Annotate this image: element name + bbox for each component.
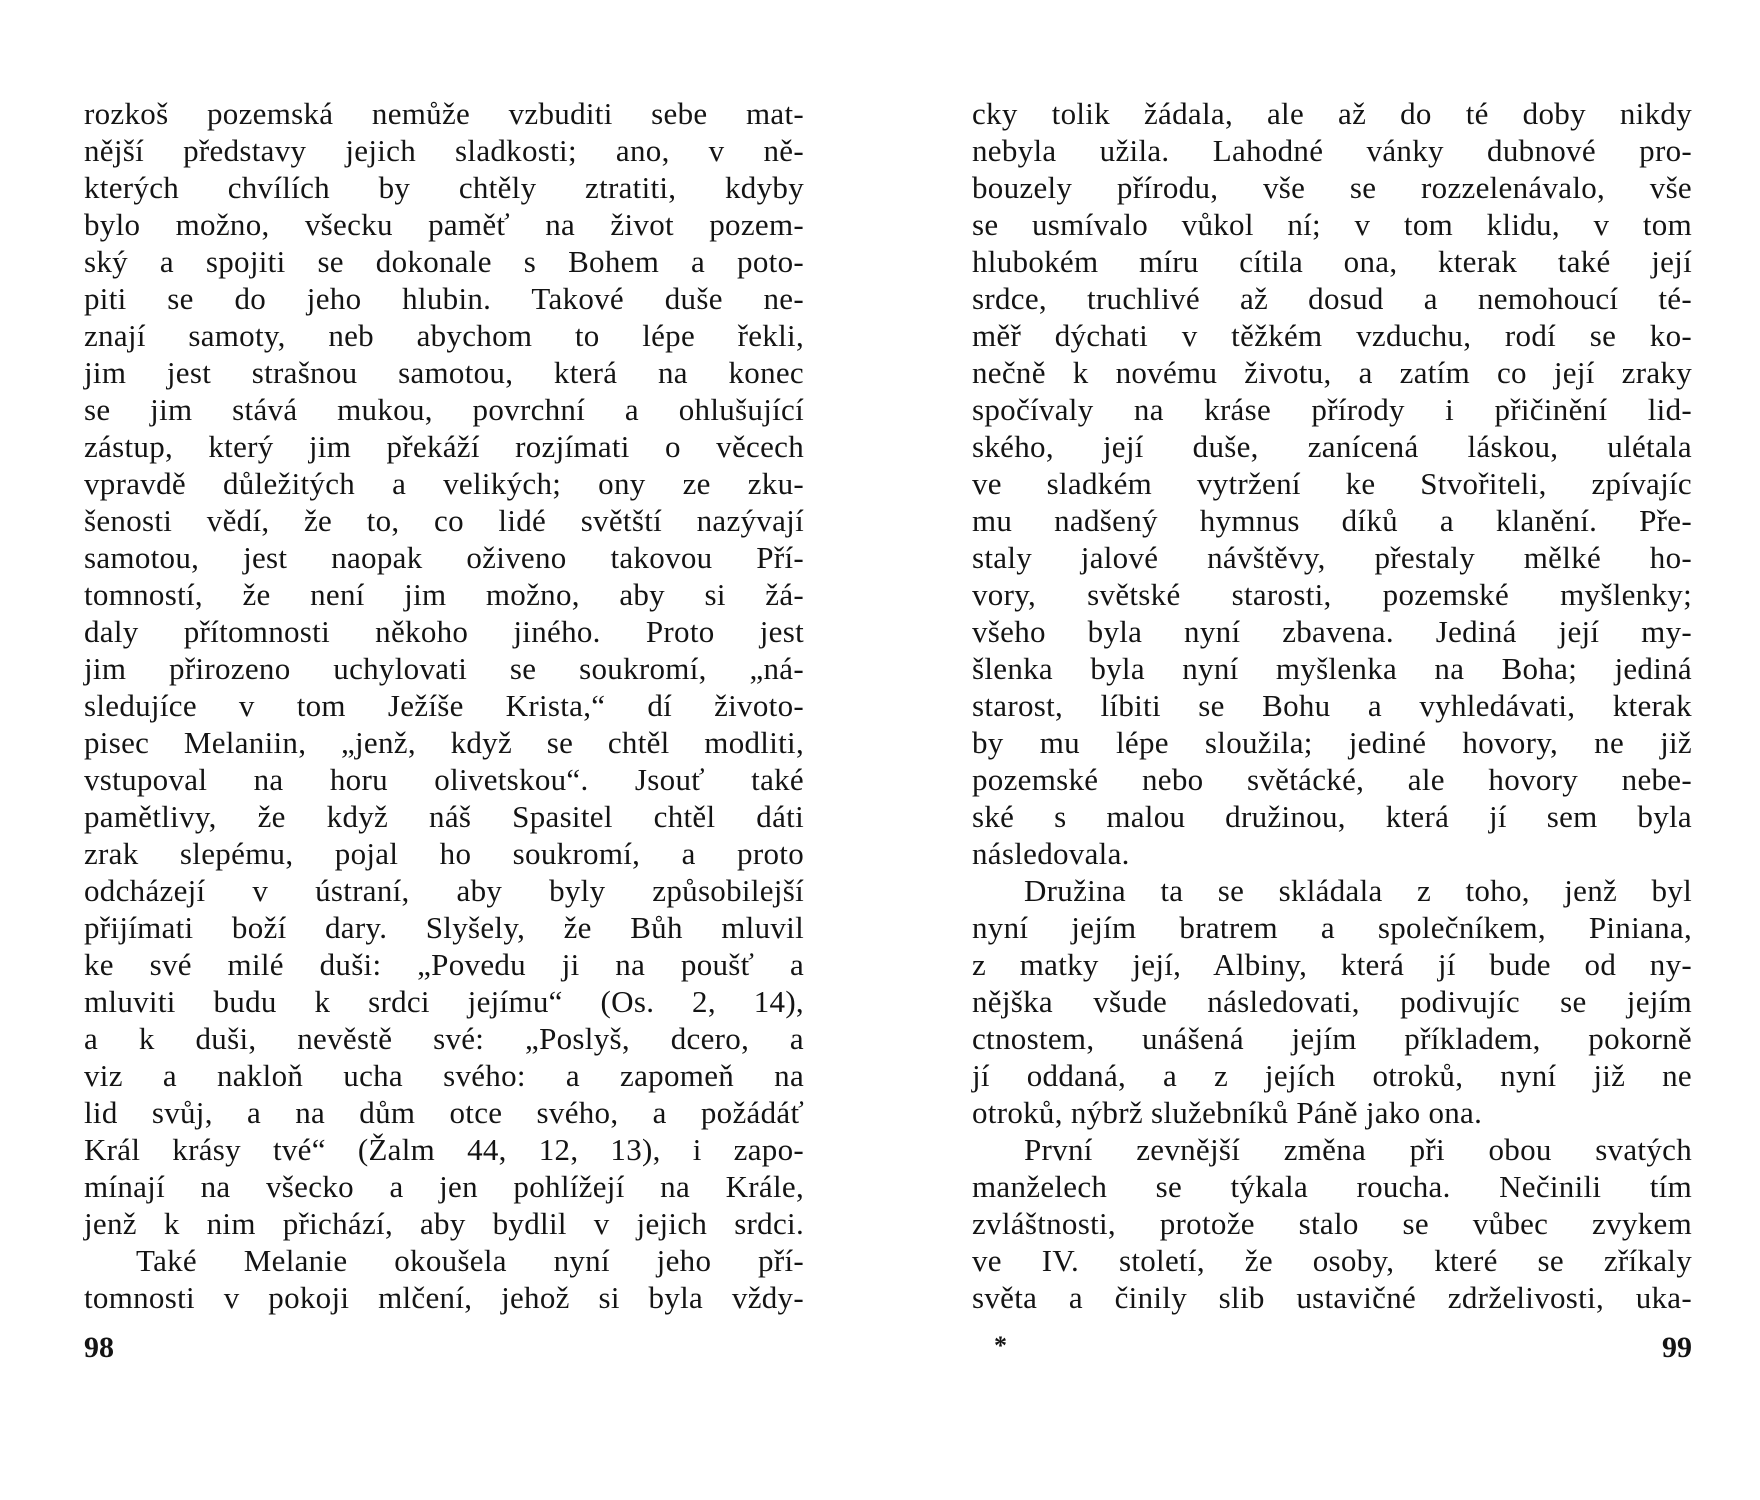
text-line: zástup, který jim překáží rozjímati o věcech: [84, 429, 804, 464]
text-line: ve IV. století, že osoby, které se zříkaly: [972, 1243, 1692, 1278]
text-line: přijímati boží dary. Slyšely, že Bůh mluvil: [84, 910, 804, 945]
text-line: bylo možno, všecku paměť na život pozem-: [84, 207, 804, 242]
text-line: mu nadšený hymnus díků a klanění. Pře-: [972, 503, 1692, 538]
text-line: ke své milé duši: „Povedu ji na poušť a: [84, 947, 804, 982]
paragraph-end-line: následovala.: [972, 836, 1130, 871]
text-line: odcházejí v ústraní, aby byly způsobilejší: [84, 873, 804, 908]
paragraph-start-line: První zevnější změna při obou svatých: [1024, 1132, 1692, 1167]
text-line: měř dýchati v těžkém vzduchu, rodí se ko-: [972, 318, 1692, 353]
text-line: vpravdě důležitých a velikých; ony ze zku-: [84, 466, 804, 501]
print-mark-asterisk: *: [994, 1331, 1007, 1360]
paragraph-start-line: Družina ta se skládala z toho, jenž byl: [1024, 873, 1692, 908]
text-line: nečně k novému životu, a zatím co její zraky: [972, 355, 1692, 390]
text-line: spočívaly na kráse přírody i přičinění lid-: [972, 392, 1692, 427]
paragraph-start-line: Také Melanie okoušela nyní jeho pří-: [136, 1243, 804, 1278]
text-line: jenž k nim přichází, aby bydlil v jejich srdci.: [84, 1206, 804, 1241]
text-line: znají samoty, neb abychom to lépe řekli,: [84, 318, 804, 353]
paragraph-end-line: otroků, nýbrž služebníků Páně jako ona.: [972, 1095, 1483, 1130]
text-line: pisec Melaniin, „jenž, když se chtěl modliti,: [84, 725, 804, 760]
left-page: [84, 0, 804, 1500]
text-line: pozemské nebo světácké, ale hovory nebe-: [972, 762, 1692, 797]
page-number-right: 99: [1662, 1331, 1692, 1364]
text-line: vstupoval na horu olivetskou“. Jsouť také: [84, 762, 804, 797]
text-line: jim jest strašnou samotou, která na konec: [84, 355, 804, 390]
text-line: mluviti budu k srdci jejímu“ (Os. 2, 14),: [84, 984, 804, 1019]
text-line: ské s malou družinou, která jí sem byla: [972, 799, 1692, 834]
text-line: bouzely přírodu, vše se rozzelenávalo, vše: [972, 170, 1692, 205]
text-line: nebyla užila. Lahodné vánky dubnové pro-: [972, 133, 1692, 168]
text-line: nější představy jejich sladkosti; ano, v ně-: [84, 133, 804, 168]
text-line: srdce, truchlivé až dosud a nemohoucí té-: [972, 281, 1692, 316]
text-line: rozkoš pozemská nemůže vzbuditi sebe mat-: [84, 96, 804, 131]
text-line: staly jalové návštěvy, přestaly mělké ho-: [972, 540, 1692, 575]
text-line: ského, její duše, zanícená láskou, ulétala: [972, 429, 1692, 464]
text-line: manželech se týkala roucha. Nečinili tím: [972, 1169, 1692, 1204]
text-line: světa a činily slib ustavičné zdrželivosti, uka-: [972, 1280, 1692, 1315]
right-page-text: [972, 95, 1692, 1316]
text-line: šenosti vědí, že to, co lidé světští nazývají: [84, 503, 804, 538]
text-line: pamětlivy, že když náš Spasitel chtěl dáti: [84, 799, 804, 834]
text-line: tomnosti v pokoji mlčení, jehož si byla vždy-: [84, 1280, 804, 1315]
text-line: hlubokém míru cítila ona, kterak také její: [972, 244, 1692, 279]
text-line: Král krásy tvé“ (Žalm 44, 12, 13), i zapo-: [84, 1132, 804, 1167]
text-line: ský a spojiti se dokonale s Bohem a poto-: [84, 244, 804, 279]
text-line: starost, líbiti se Bohu a vyhledávati, kterak: [972, 688, 1692, 723]
text-line: vory, světské starosti, pozemské myšlenky;: [972, 577, 1692, 612]
text-line: z matky její, Albiny, která jí bude od ny-: [972, 947, 1692, 982]
text-line: lid svůj, a na dům otce svého, a požádáť: [84, 1095, 804, 1130]
text-line: viz a nakloň ucha svého: a zapomeň na: [84, 1058, 804, 1093]
text-line: zrak slepému, pojal ho soukromí, a proto: [84, 836, 804, 871]
text-line: nějška všude následovati, podivujíc se jejím: [972, 984, 1692, 1019]
text-line: tomností, že není jim možno, aby si žá-: [84, 577, 804, 612]
text-line: ctnostem, unášená jejím příkladem, pokorně: [972, 1021, 1692, 1056]
text-line: kterých chvílích by chtěly ztratiti, kdyby: [84, 170, 804, 205]
text-line: se usmívalo vůkol ní; v tom klidu, v tom: [972, 207, 1692, 242]
text-line: jim přirozeno uchylovati se soukromí, „ná-: [84, 651, 804, 686]
text-line: ve sladkém vytržení ke Stvořiteli, zpívajíc: [972, 466, 1692, 501]
right-page: [972, 0, 1692, 1500]
text-line: všeho byla nyní zbavena. Jediná její my-: [972, 614, 1692, 649]
text-line: cky tolik žádala, ale až do té doby nikdy: [972, 96, 1692, 131]
text-line: sledujíce v tom Ježíše Krista,“ dí životo-: [84, 688, 804, 723]
text-line: by mu lépe sloužila; jediné hovory, ne již: [972, 725, 1692, 760]
text-line: a k duši, nevěstě své: „Poslyš, dcero, a: [84, 1021, 804, 1056]
text-line: jí oddaná, a z jejích otroků, nyní již ne: [972, 1058, 1692, 1093]
text-line: šlenka byla nyní myšlenka na Boha; jediná: [972, 651, 1692, 686]
text-line: zvláštnosti, protože stalo se vůbec zvykem: [972, 1206, 1692, 1241]
text-line: samotou, jest naopak oživeno takovou Pří-: [84, 540, 804, 575]
page-number-left: 98: [84, 1331, 114, 1364]
text-line: piti se do jeho hlubin. Takové duše ne-: [84, 281, 804, 316]
text-line: mínají na všecko a jen pohlížejí na Krále,: [84, 1169, 804, 1204]
left-page-text: [84, 95, 804, 1316]
text-line: daly přítomnosti někoho jiného. Proto jest: [84, 614, 804, 649]
text-line: se jim stává mukou, povrchní a ohlušující: [84, 392, 804, 427]
text-line: nyní jejím bratrem a společníkem, Piniana,: [972, 910, 1692, 945]
